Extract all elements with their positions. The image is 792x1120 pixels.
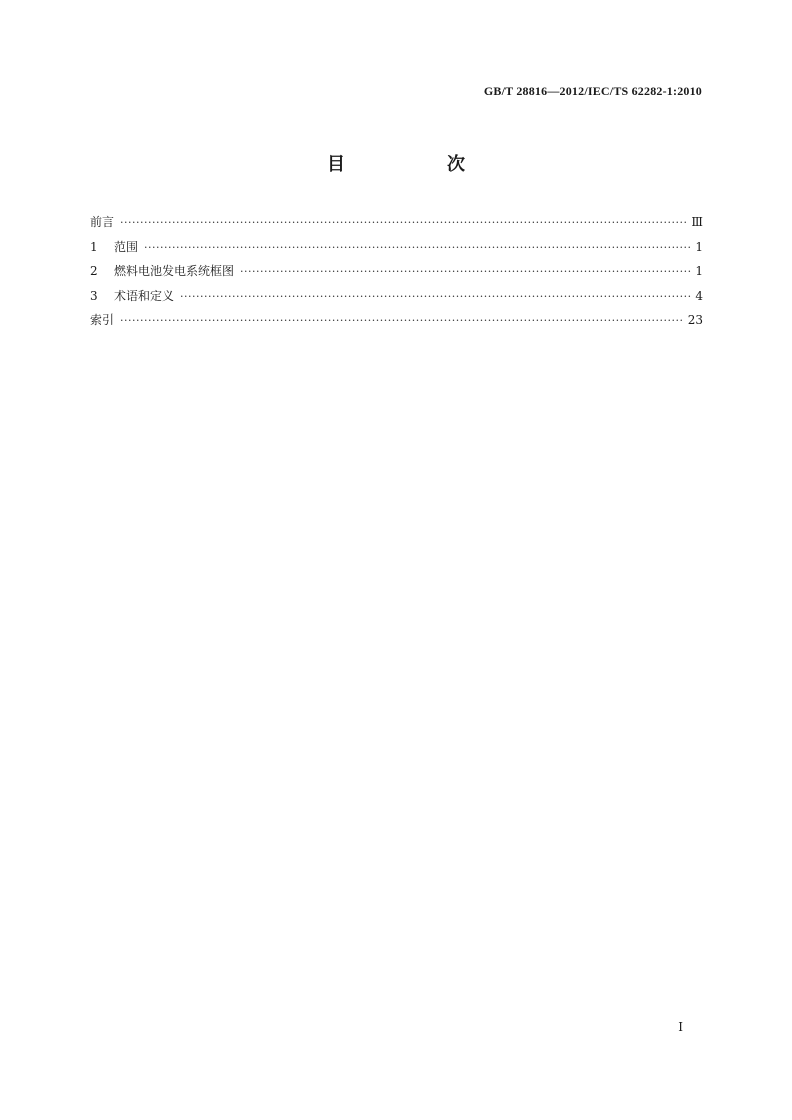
toc-entry-number: 1 — [90, 239, 98, 254]
toc-leader-dots — [144, 240, 691, 256]
toc-entry-page: Ⅲ — [691, 215, 703, 229]
toc-entry-page: 23 — [687, 313, 703, 327]
toc-entry-page: 1 — [695, 264, 703, 278]
toc-leader-dots — [240, 264, 691, 280]
page-number: I — [678, 1020, 683, 1034]
toc-entry-block-diagram[interactable] — [90, 263, 703, 288]
toc-entry-scope[interactable] — [90, 239, 703, 264]
toc-entry-label: 燃料电池发电系统框图 — [114, 264, 235, 278]
standard-number: GB/T 28816—2012/IEC/TS 62282-1:2010 — [483, 84, 702, 98]
toc-leader-dots — [120, 215, 687, 231]
toc-entry-foreword[interactable] — [90, 214, 703, 239]
toc-entry-terms[interactable] — [90, 288, 703, 313]
toc-title: 目 次 — [327, 154, 507, 175]
toc-leader-dots — [180, 289, 691, 305]
toc-entry-label: 前言 — [90, 215, 115, 229]
toc-entry-label: 索引 — [90, 313, 115, 327]
table-of-contents — [90, 214, 703, 337]
toc-entry-page: 4 — [695, 288, 703, 303]
toc-entry-page: 1 — [695, 239, 703, 254]
toc-entry-label: 术语和定义 — [114, 288, 175, 303]
toc-entry-index[interactable] — [90, 312, 703, 337]
toc-entry-label: 范围 — [114, 239, 139, 254]
toc-entry-number: 3 — [90, 288, 98, 303]
toc-entry-number: 2 — [90, 264, 98, 278]
toc-leader-dots — [120, 313, 684, 329]
